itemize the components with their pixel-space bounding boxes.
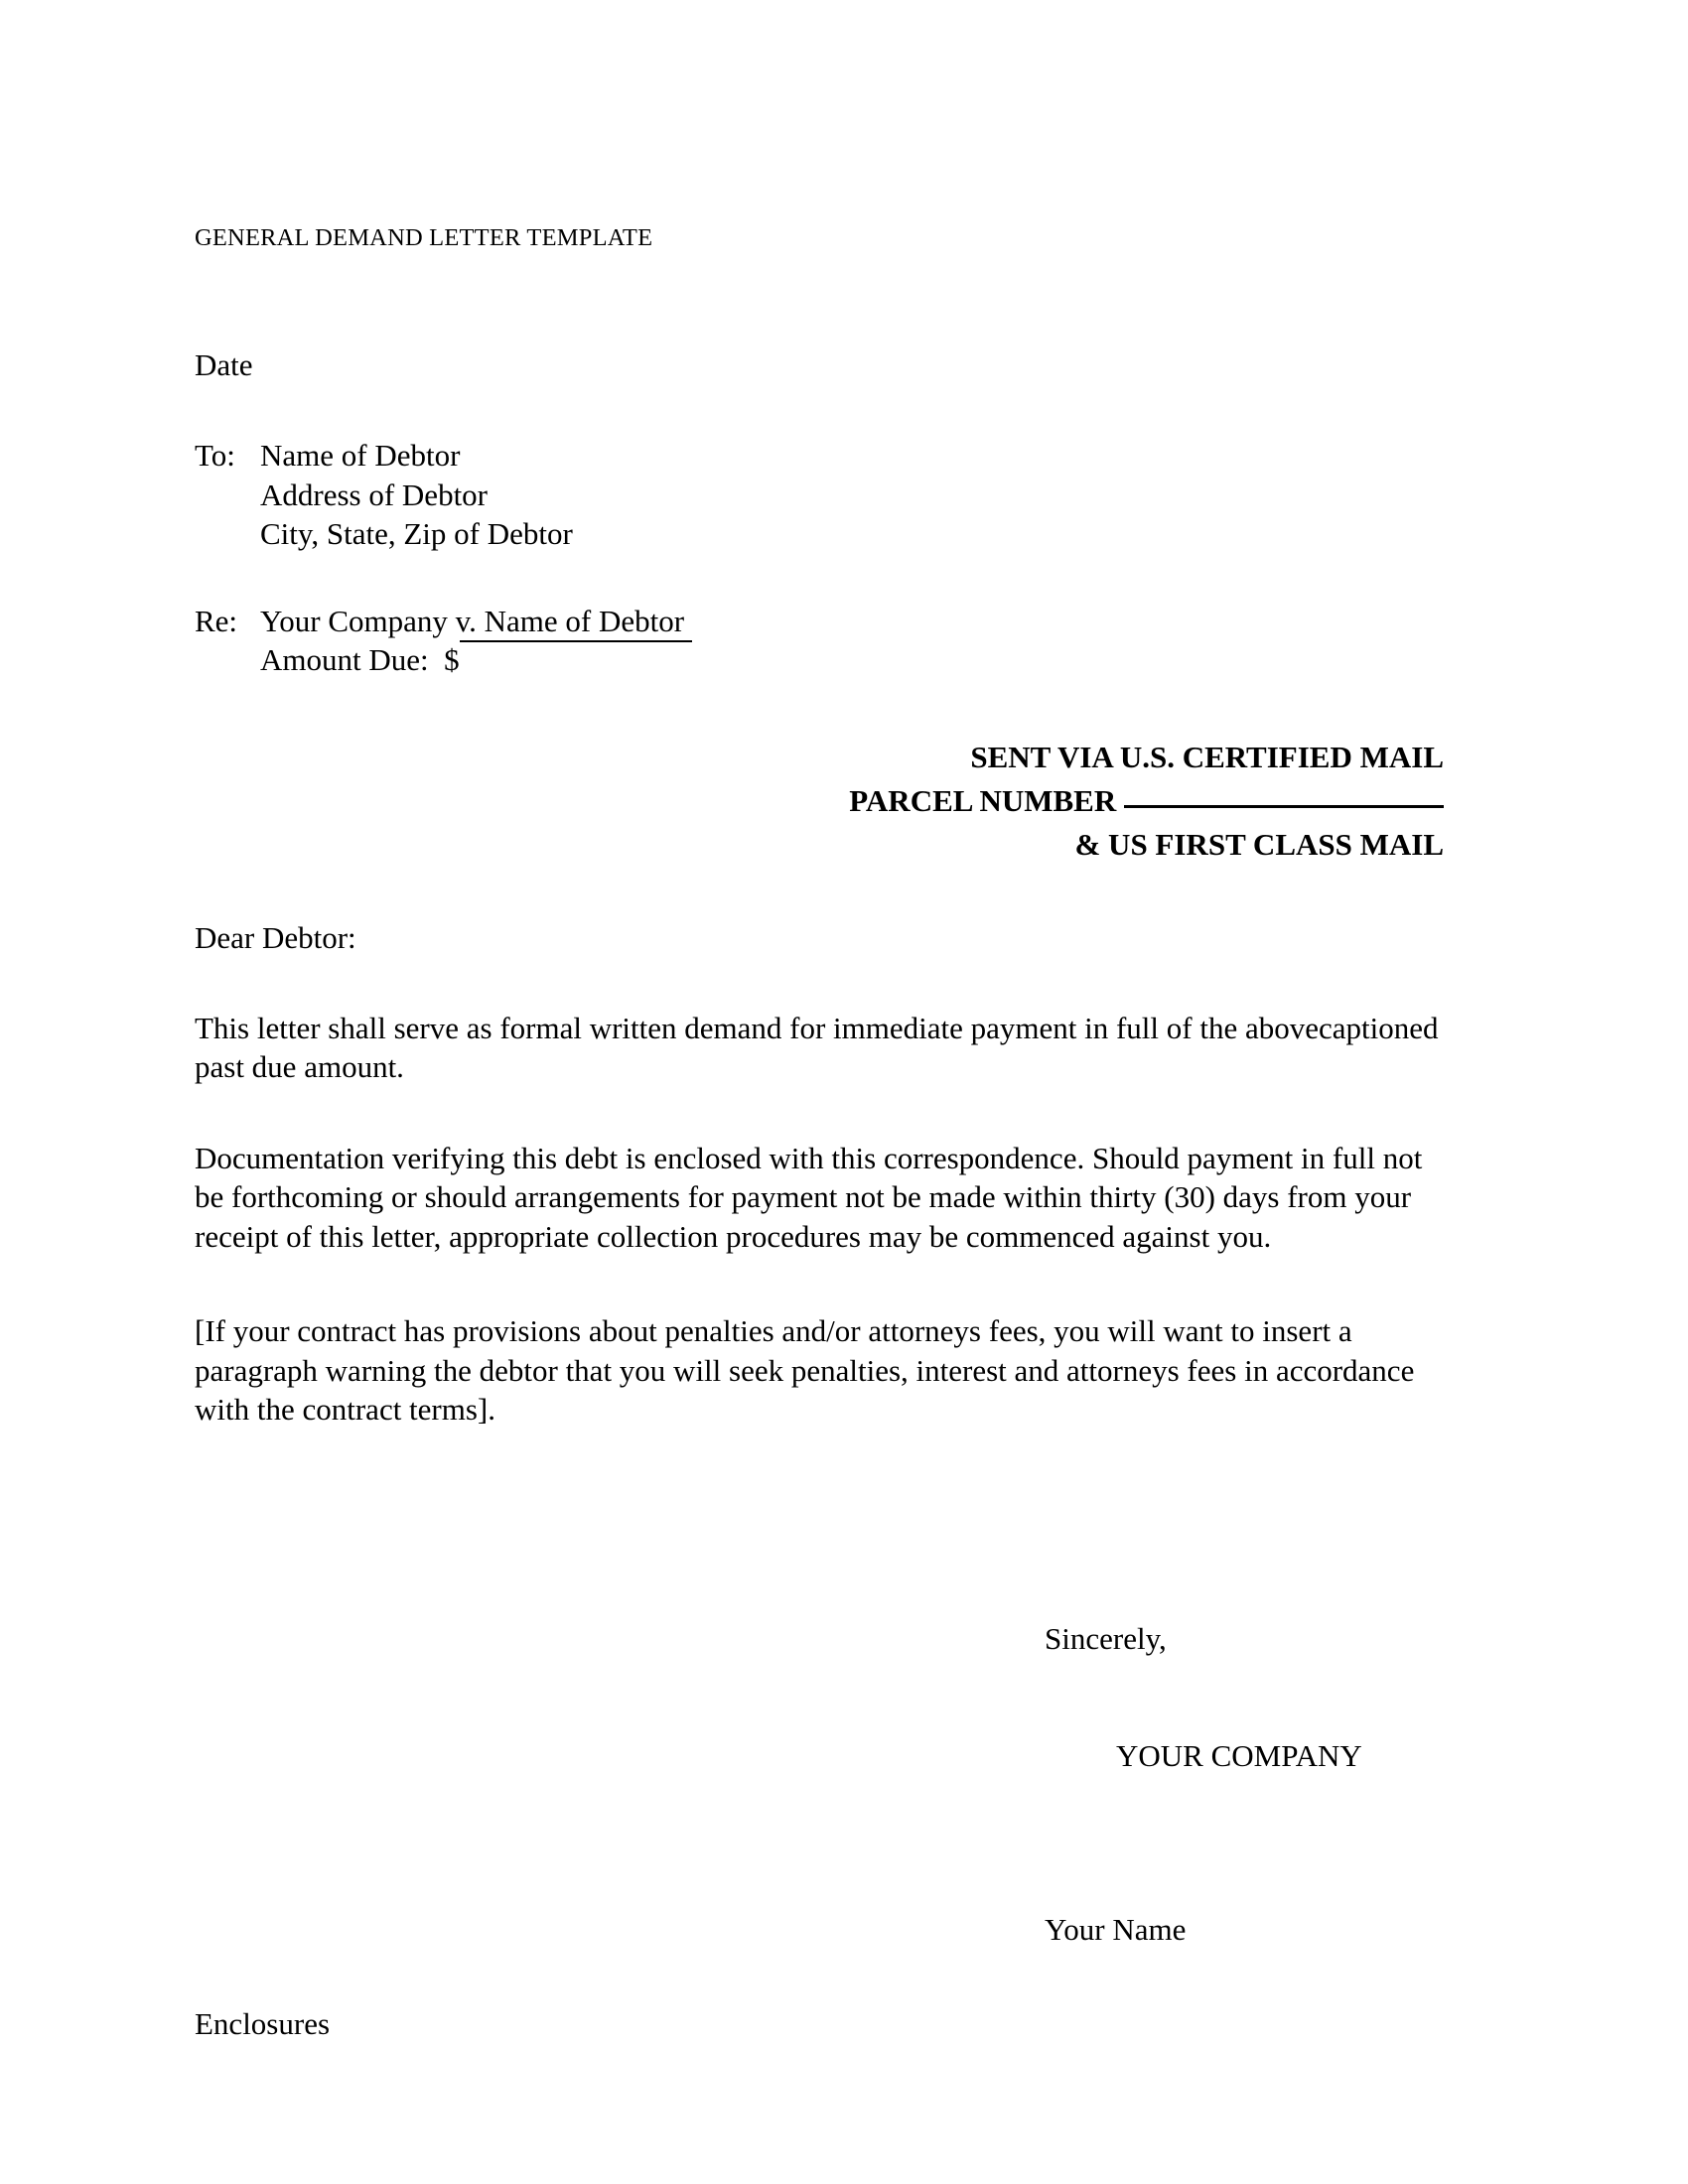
spacer-before-enclosures bbox=[195, 1949, 1446, 2004]
recipient-row-city bbox=[195, 514, 1446, 554]
recipient-row-name bbox=[195, 436, 1446, 476]
re-label: Re: bbox=[195, 603, 238, 638]
spacer-after-date bbox=[195, 384, 1446, 436]
re-matter[interactable]: Your Company v. Name of Debtor bbox=[260, 603, 685, 638]
parcel-number-label: PARCEL NUMBER bbox=[849, 782, 1124, 818]
closing-block bbox=[1045, 1541, 1446, 1854]
signer-name[interactable]: Your Name bbox=[1045, 1911, 1187, 1947]
spacer-before-para-3 bbox=[195, 1256, 1446, 1311]
parcel-number-input[interactable] bbox=[1124, 805, 1444, 808]
spacer-before-closing bbox=[195, 1430, 1446, 1541]
recipient-city-state-zip[interactable]: City, State, Zip of Debtor bbox=[260, 516, 573, 552]
recipient-address[interactable]: Address of Debtor bbox=[260, 477, 489, 512]
spacer-before-salutation bbox=[195, 867, 1446, 918]
mail-notice-certified: SENT VIA U.S. CERTIFIED MAIL bbox=[970, 739, 1444, 774]
spacer-after-recipient bbox=[195, 554, 1446, 602]
date-field[interactable]: Date bbox=[195, 347, 253, 383]
to-label: To: bbox=[195, 438, 235, 474]
amount-due-label: Amount Due: $ bbox=[260, 642, 460, 678]
mail-notice-parcel-row bbox=[195, 779, 1444, 823]
spacer-before-para-1 bbox=[195, 957, 1446, 1009]
spacer-after-title bbox=[195, 252, 1446, 345]
recipient-row-address bbox=[195, 476, 1446, 515]
closing-sincerely: Sincerely, bbox=[1045, 1620, 1167, 1656]
enclosures-label: Enclosures bbox=[195, 2006, 331, 2042]
paragraph-documentation: Documentation verifying this debt is enclosed with this correspondence. Should payment in full not be forthcoming or should arrangements for payment not be made within thirty (30) days from your receipt of this letter, appropriate collection procedures may be commenced against you. bbox=[195, 1140, 1423, 1254]
spacer-before-mail-notice bbox=[195, 680, 1446, 736]
mail-notice-block bbox=[195, 736, 1444, 867]
spacer-before-para-2 bbox=[195, 1087, 1446, 1139]
paragraph-contract-note: [If your contract has provisions about penalties and/or attorneys fees, you will want to insert a paragraph warning the debtor that you will seek penalties, interest and attorneys fees in accordance with the contract terms]. bbox=[195, 1313, 1415, 1428]
document-title: GENERAL DEMAND LETTER TEMPLATE bbox=[195, 224, 653, 251]
re-row-amount bbox=[195, 640, 1446, 680]
recipient-name[interactable]: Name of Debtor bbox=[260, 438, 461, 474]
letter-body bbox=[195, 223, 1446, 2043]
closing-company: YOUR COMPANY bbox=[1116, 1738, 1362, 1774]
re-row-matter bbox=[195, 602, 1446, 641]
recipient-block bbox=[195, 436, 1446, 554]
amount-due-input[interactable] bbox=[460, 640, 692, 642]
paragraph-demand: This letter shall serve as formal written demand for immediate payment in full of the abovecaptioned past due amount. bbox=[195, 1010, 1439, 1085]
re-block bbox=[195, 602, 1446, 680]
mail-notice-first-class: & US FIRST CLASS MAIL bbox=[1074, 826, 1444, 862]
spacer-signature-space bbox=[195, 1854, 1446, 1910]
salutation: Dear Debtor: bbox=[195, 919, 356, 955]
